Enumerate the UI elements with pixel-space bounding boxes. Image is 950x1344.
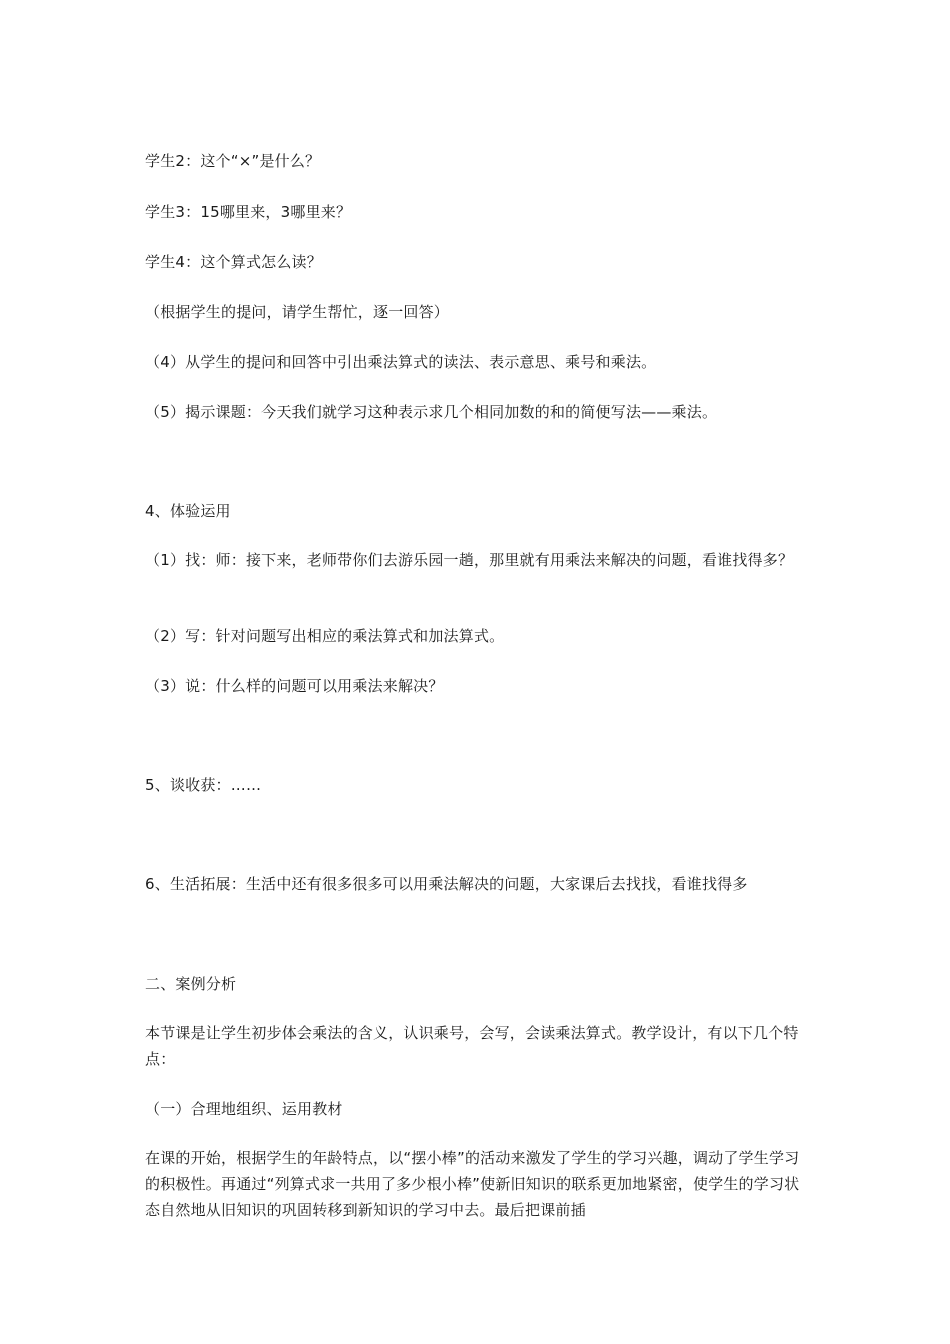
section-heading-analysis: 二、案例分析 <box>145 975 237 993</box>
paragraph-write: （2）写：针对问题写出相应的乘法算式和加法算式。 <box>145 627 505 645</box>
paragraph-analysis-intro: 本节课是让学生初步体会乘法的含义，认识乘号，会写，会读乘法算式。教学设计，有以下几个特点： <box>145 1024 799 1068</box>
subheading-organize: （一）合理地组织、运用教材 <box>145 1100 343 1118</box>
paragraph-student-3: 学生3：15哪里来，3哪里来？ <box>145 203 352 221</box>
section-heading-6: 6、生活拓展：生活中还有很多很多可以用乘法解决的问题，大家课后去找找，看谁找得多 <box>145 875 748 893</box>
paragraph-say: （3）说：什么样的问题可以用乘法来解决？ <box>145 677 444 695</box>
paragraph-note: （根据学生的提问，请学生帮忙，逐一回答） <box>145 303 450 321</box>
paragraph-find: （1）找：师：接下来，老师带你们去游乐园一趟，那里就有用乘法来解决的问题，看谁找得多？ <box>145 551 794 569</box>
paragraph-step-4: （4）从学生的提问和回答中引出乘法算式的读法、表示意思、乘号和乘法。 <box>145 353 657 371</box>
paragraph-student-4: 学生4：这个算式怎么读？ <box>145 253 322 271</box>
paragraph-analysis-body: 在课的开始，根据学生的年龄特点，以“摆小棒”的活动来激发了学生的学习兴趣，调动了学生学习的积极性。再通过“列算式求一共用了多少根小棒”使新旧知识的联系更加地紧密，使学生的学习状态自然地从旧知识的巩固转移到新知识的学习中去。最后把课前插 <box>145 1149 800 1219</box>
paragraph-step-5: （5）揭示课题：今天我们就学习这种表示求几个相同加数的和的简便写法——乘法。 <box>145 403 718 421</box>
paragraph-student-2: 学生2：这个“×”是什么？ <box>145 152 321 170</box>
section-heading-5: 5、谈收获：…… <box>145 776 262 794</box>
section-heading-4: 4、体验运用 <box>145 502 231 520</box>
